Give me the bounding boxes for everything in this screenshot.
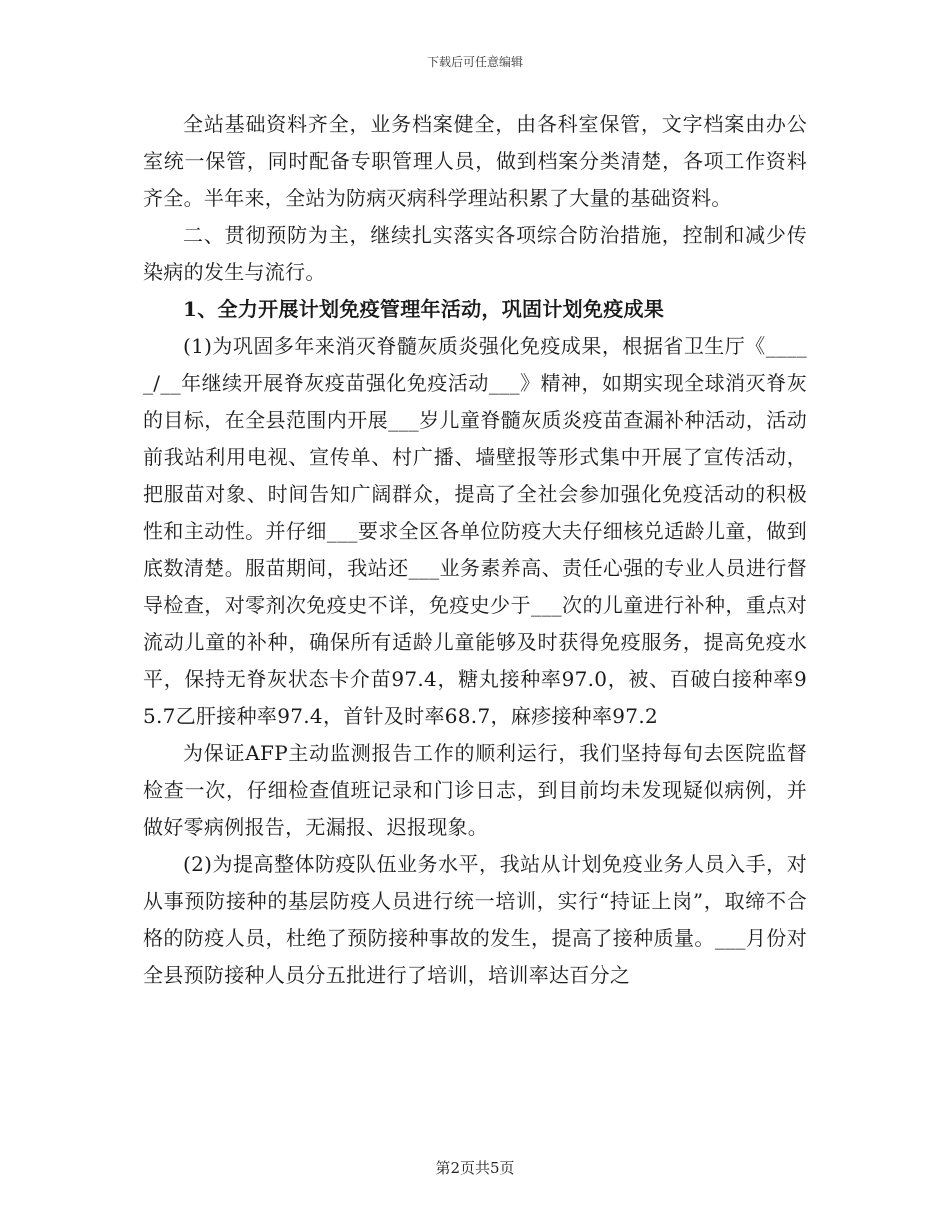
page-header: 下载后可任意编辑 [426,55,523,69]
paragraph-heading-immunization: 1、全力开展计划免疫管理年活动，巩固计划免疫成果 [183,297,665,321]
paragraph-staff-training: (2)为提高整体防疫队伍业务水平，我站从计划免疫业务人员入手，对从事预防接种的基层防疫人员进行统一培训，实行“持证上岗”，取缔不合格的防疫人员，杜绝了预防接种事故的发生，提高了接种质量。___月份对全县预防接种人员分五批进行了培训，培训率达百分之 [143,852,807,987]
paragraph-section-two: 二、贯彻预防为主，继续扎实落实各项综合防治措施，控制和减少传染病的发生与流行。 [143,223,807,284]
document-body [143,106,807,994]
paragraph-archives: 全站基础资料齐全，业务档案健全，由各科室保管，文字档案由办公室统一保管，同时配备专职管理人员，做到档案分类清楚，各项工作资料齐全。半年来，全站为防病灭病科学理站积累了大量的基础资料。 [143,112,807,210]
paragraph-polio-campaign: (1)为巩固多年来消灭脊髓灰质炎强化免疫成果，根据省卫生厅《_____/__年继续开展脊灰疫苗强化免疫活动___》精神，如期实现全球消灭脊灰的目标，在全县范围内开展___岁儿童脊髓灰质炎疫苗查漏补种活动，活动前我站利用电视、宣传单、村广播、墙壁报等形式集中开展了宣传活动，把服苗对象、时间告知广阔群众，提高了全社会参加强化免疫活动的积极性和主动性。并仔细___要求全区各单位防疫大夫仔细核兑适龄儿童，做到底数清楚。服苗期间，我站还___业务素养高、责任心强的专业人员进行督导检查，对零剂次免疫史不详，免疫史少于___次的儿童进行补种，重点对流动儿童的补种，确保所有适龄儿童能够及时获得免疫服务，提高免疫水平，保持无脊灰状态卡介苗97.4，糖丸接种率97.0，被、百破白接种率95.7乙肝接种率97.4，首针及时率68.7，麻疹接种率97.2 [143,334,807,728]
paragraph-afp-monitoring: 为保证AFP主动监测报告工作的顺利运行，我们坚持每旬去医院监督检查一次，仔细检查值班记录和门诊日志，到目前均未发现疑似病例，并做好零病例报告，无漏报、迟报现象。 [143,741,807,839]
page-number: 第2页共5页 [435,1159,515,1177]
